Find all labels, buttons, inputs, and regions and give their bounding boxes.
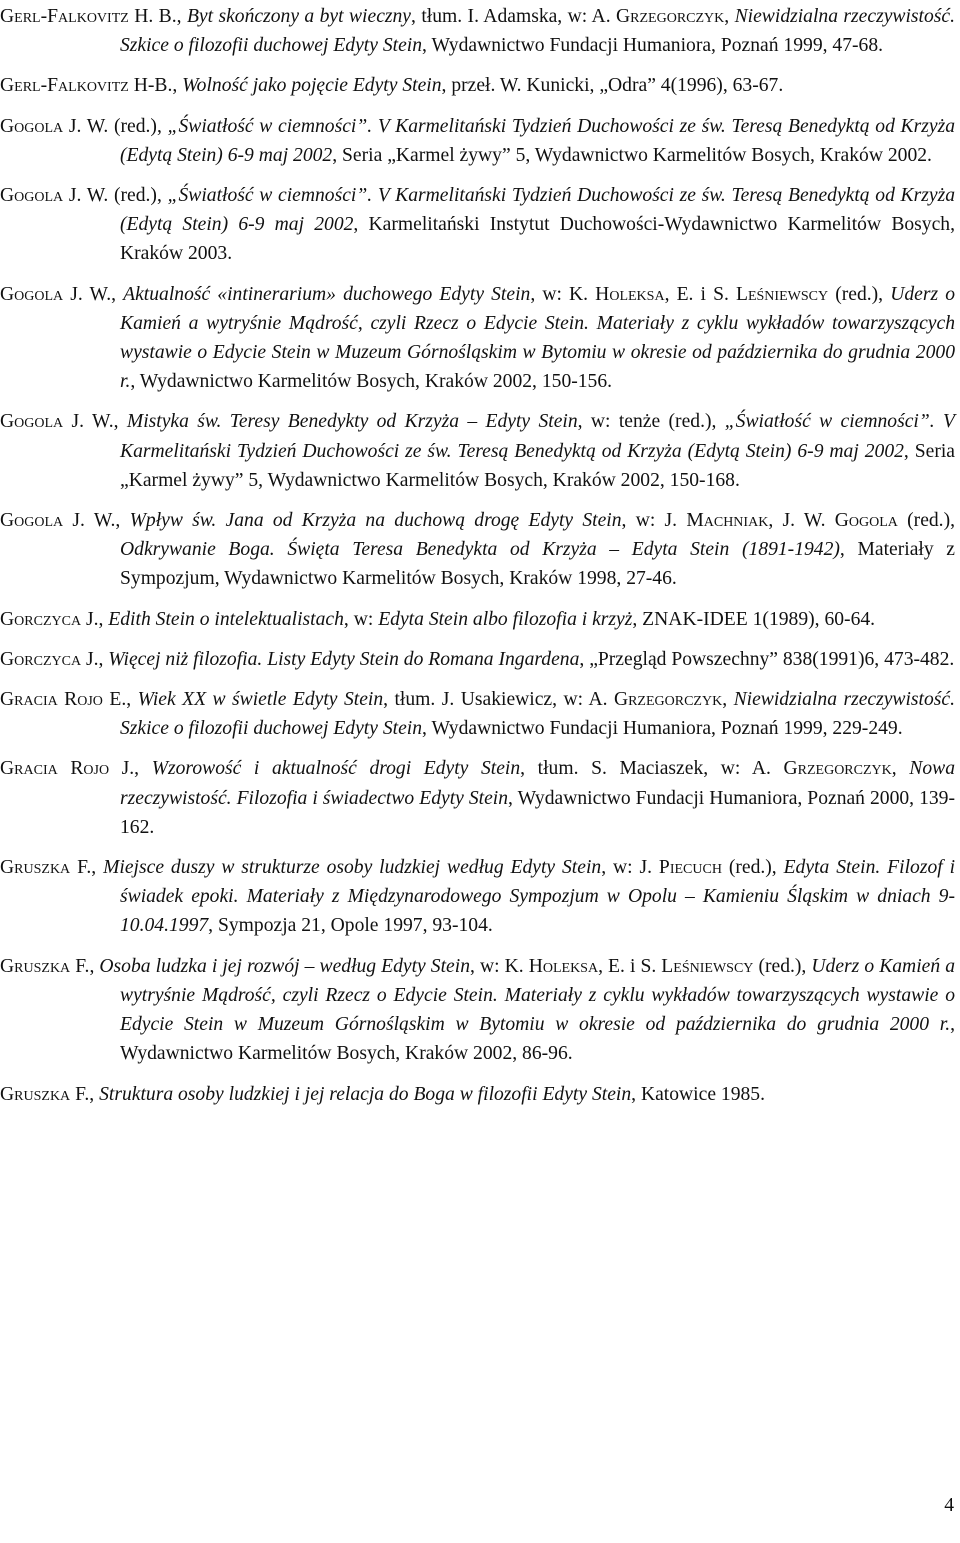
- author-name: ogola: [14, 283, 64, 305]
- entry-title: Wiek XX w świetle Edyty Stein: [137, 689, 384, 711]
- entry-title: Uderz o Kamień a wytryśnie Mądrość, czyli Rzecz o Edycie Stein. Materiały z cyklu wykładów towarzyszących wystawie o Edycie Stein w Muzeum Górnośląskim w Bytomiu w okresie od października do grudnia 2000 r.: [120, 955, 955, 1036]
- entry-text: , Materiały z Sympozjum, Wydawnictwo Karmelitów Bosych, Kraków 1998, 27-46.: [120, 539, 955, 590]
- entry-text: , E. i S. L: [664, 283, 748, 305]
- entry-title: Struktura osoby ludzkiej i jej relacja do Boga w filozofii Edyty Stein: [99, 1083, 632, 1105]
- author-name: ruszka: [14, 1083, 71, 1105]
- entry-text: ,: [722, 689, 734, 711]
- bibliography-entry: [0, 754, 955, 842]
- entry-text: G: [0, 185, 15, 207]
- author-name: rzegorczyk: [797, 758, 892, 780]
- entry-title: Byt skończony a byt wieczny: [186, 6, 412, 27]
- author-name: ogola: [14, 510, 64, 532]
- entry-text: , w: J. P: [601, 857, 670, 879]
- entry-text: , Wydawnictwo Karmelitów Bosych, Kraków 2002, 150-156.: [130, 371, 613, 393]
- entry-title: „Światłość w ciemności”. V Karmelitański Tydzień Duchowości ze św. Teresą Benedyktą od Krzyża (Edytą Stein) 6-9 maj 2002: [120, 115, 955, 166]
- entry-text: G: [0, 115, 15, 137]
- entry-title: Wpływ św. Jana od Krzyża na duchową drogę Edyty Stein: [129, 510, 622, 532]
- entry-text: J. W.,: [63, 283, 124, 305]
- bibliography-entry: [0, 952, 955, 1069]
- entry-title: Uderz o Kamień a wytryśnie Mądrość, czyli Rzecz o Edycie Stein. Materiały z cyklu wykładów towarzyszących wystawie o Edycie Stein w Muzeum Górnośląskim w Bytomiu w okresie od października do grudnia 2000 r.: [120, 283, 955, 393]
- entry-text: G: [0, 608, 15, 630]
- entry-text: , Wydawnictwo Fundacji Humaniora, Poznań 1999, 47-68.: [422, 35, 884, 57]
- author-name: ogola: [14, 115, 64, 137]
- entry-text: R: [57, 758, 84, 780]
- entry-text: G: [0, 283, 15, 305]
- entry-text: , Wydawnictwo Fundacji Humaniora, Poznań 2000, 139-162.: [120, 787, 955, 838]
- author-name: racia: [14, 758, 58, 780]
- author-name: ogola: [848, 510, 898, 532]
- bibliography-entry: [0, 506, 955, 594]
- bibliography-entry: [0, 1080, 955, 1109]
- bibliography-entry: [0, 112, 955, 170]
- author-name: ogola: [14, 185, 64, 207]
- entry-text: G: [0, 411, 15, 433]
- entry-text: H. B.,: [128, 6, 187, 27]
- bibliography-entry: [0, 407, 955, 495]
- entry-text: G: [0, 510, 15, 532]
- entry-text: J.,: [109, 758, 152, 780]
- entry-text: E.,: [102, 689, 138, 711]
- entry-text: , Seria „Karmel żywy” 5, Wydawnictwo Karmelitów Bosych, Kraków 2002.: [332, 144, 932, 166]
- entry-title: Nowa rzeczywistość. Filozofia i świadectwo Edyty Stein: [120, 758, 955, 809]
- entry-text: (red.),: [753, 955, 812, 977]
- entry-title: Edyta Stein. Filozof i świadek epoki. Materiały z Międzynarodowego Sympozjum w Opolu – Kamieniu Śląskim w dniach 9-10.04.1997: [120, 857, 956, 937]
- entry-title: Wolność jako pojęcie Edyty Stein: [182, 75, 442, 97]
- entry-text: R: [57, 689, 78, 711]
- author-name: orczyca: [14, 608, 82, 630]
- entry-title: Osoba ludzka i jej rozwój – według Edyty Stein: [99, 955, 470, 977]
- author-name: racia: [14, 689, 58, 711]
- entry-text: G: [0, 689, 15, 711]
- entry-text: , E. i S. L: [598, 955, 674, 977]
- entry-title: Mistyka św. Teresy Benedykty od Krzyża – Edyty Stein: [126, 411, 578, 433]
- entry-text: J. W.,: [63, 411, 127, 433]
- entry-text: (red.),: [897, 510, 956, 532]
- entry-text: J.,: [81, 648, 109, 670]
- bibliography-entry: [0, 2, 955, 60]
- entry-text: , Seria „Karmel żywy” 5, Wydawnictwo Karmelitów Bosych, Kraków 2002, 150-168.: [120, 440, 956, 491]
- entry-title: Wzorowość i aktualność drogi Edyty Stein: [151, 758, 521, 780]
- entry-text: J. W. (red.),: [63, 185, 168, 207]
- bibliography-entry: [0, 645, 955, 674]
- bibliography-entry: [0, 685, 955, 743]
- author-name: ruszka: [14, 955, 71, 977]
- entry-text: , Karmelitański Instytut Duchowości-Wydawnictwo Karmelitów Bosych, Kraków 2003.: [120, 214, 955, 265]
- author-name: eśniewscy: [673, 955, 754, 977]
- page-number: 4: [944, 1495, 954, 1516]
- entry-text: , ZNAK-IDEE 1(1989), 60-64.: [632, 608, 876, 630]
- entry-text: , tłum. I. Adamska, w: A. G: [411, 6, 631, 27]
- bibliography-entry: [0, 605, 955, 634]
- entry-text: , Wydawnictwo Karmelitów Bosych, Kraków 2002, 86-96.: [120, 1014, 955, 1065]
- entry-text: , Wydawnictwo Fundacji Humaniora, Poznań 1999, 229-249.: [422, 718, 903, 740]
- bibliography-entry: [0, 71, 955, 100]
- entry-text: J. W. (red.),: [63, 115, 168, 137]
- entry-title: „Światłość w ciemności”. V Karmelitański Tydzień Duchowości ze św. Teresą Benedyktą od Krzyża (Edytą Stein) 6-9 maj 2002: [120, 411, 955, 462]
- author-name: alkovitz: [58, 75, 129, 97]
- entry-text: (red.),: [828, 283, 891, 305]
- author-name: ojo: [77, 689, 103, 711]
- entry-text: ,: [891, 758, 910, 780]
- entry-title: Więcej niż filozofia. Listy Edyty Stein do Romana Ingardena: [108, 648, 580, 670]
- entry-text: , tłum. J. Usakiewicz, w: A. G: [383, 689, 629, 711]
- author-name: rzegorczyk: [628, 689, 723, 711]
- author-name: ojo: [83, 758, 110, 780]
- author-name: erl: [14, 75, 41, 97]
- entry-text: G: [0, 1083, 15, 1105]
- bibliography-list: [0, 2, 955, 1120]
- bibliography-entry: [0, 853, 955, 941]
- entry-title: Aktualność «intinerarium» duchowego Edyty Stein: [123, 283, 531, 305]
- entry-text: G: [0, 648, 15, 670]
- author-name: eśniewscy: [747, 283, 829, 305]
- author-name: achniak: [703, 510, 769, 532]
- entry-text: , J. W. G: [768, 510, 849, 532]
- author-name: erl: [14, 6, 41, 27]
- entry-text: F.,: [70, 955, 100, 977]
- entry-text: , w: tenże (red.),: [577, 411, 725, 433]
- author-name: oleksa: [609, 283, 665, 305]
- entry-title: Miejsce duszy w strukturze osoby ludzkiej według Edyty Stein: [103, 857, 602, 879]
- entry-title: Odkrywanie Boga. Święta Teresa Benedykta od Krzyża – Edyta Stein (1891-1942): [120, 539, 840, 561]
- author-name: rzegorczyk: [630, 6, 725, 27]
- bibliography-entry: [0, 280, 955, 397]
- entry-text: J. W.,: [63, 510, 130, 532]
- entry-text: , w:: [343, 608, 379, 630]
- author-name: oleksa: [542, 955, 599, 977]
- entry-text: , Sympozja 21, Opole 1997, 93-104.: [208, 915, 493, 937]
- author-name: alkovitz: [58, 6, 129, 27]
- entry-title: „Światłość w ciemności”. V Karmelitański Tydzień Duchowości ze św. Teresą Benedyktą od Krzyża (Edytą Stein) 6-9 maj 2002: [120, 185, 955, 236]
- entry-text: J.,: [81, 608, 109, 630]
- bibliography-entry: [0, 181, 955, 269]
- entry-title: Edyta Stein albo filozofia i krzyż: [378, 608, 633, 630]
- entry-text: G: [0, 955, 15, 977]
- entry-text: , Katowice 1985.: [631, 1083, 765, 1105]
- entry-text: H-B.,: [128, 75, 183, 97]
- entry-text: (red.),: [721, 857, 784, 879]
- author-name: iecuch: [669, 857, 722, 879]
- author-name: ogola: [14, 411, 64, 433]
- entry-title: Niewidzialna rzeczywistość. Szkice o filozofii duchowej Edyty Stein: [120, 689, 956, 740]
- entry-text: F.,: [70, 1083, 100, 1105]
- entry-title: Edith Stein o intelektualistach: [108, 608, 344, 630]
- entry-text: F.,: [70, 857, 104, 879]
- entry-title: Niewidzialna rzeczywistość. Szkice o filozofii duchowej Edyty Stein: [120, 6, 955, 57]
- entry-text: -F: [40, 6, 59, 27]
- entry-text: , w: K. H: [470, 955, 543, 977]
- entry-text: -F: [40, 75, 59, 97]
- entry-text: , przeł. W. Kunicki, „Odra” 4(1996), 63-67.: [441, 75, 784, 97]
- entry-text: ,: [724, 6, 735, 27]
- author-name: ruszka: [14, 857, 71, 879]
- entry-text: , w: J. M: [621, 510, 704, 532]
- entry-text: G: [0, 6, 15, 27]
- entry-text: G: [0, 857, 15, 879]
- author-name: orczyca: [14, 648, 82, 670]
- entry-text: , w: K. H: [530, 283, 610, 305]
- entry-text: G: [0, 758, 15, 780]
- entry-text: G: [0, 75, 15, 97]
- entry-text: , tłum. S. Maciaszek, w: A. G: [520, 758, 798, 780]
- entry-text: , „Przegląd Powszechny” 838(1991)6, 473-482.: [579, 648, 955, 670]
